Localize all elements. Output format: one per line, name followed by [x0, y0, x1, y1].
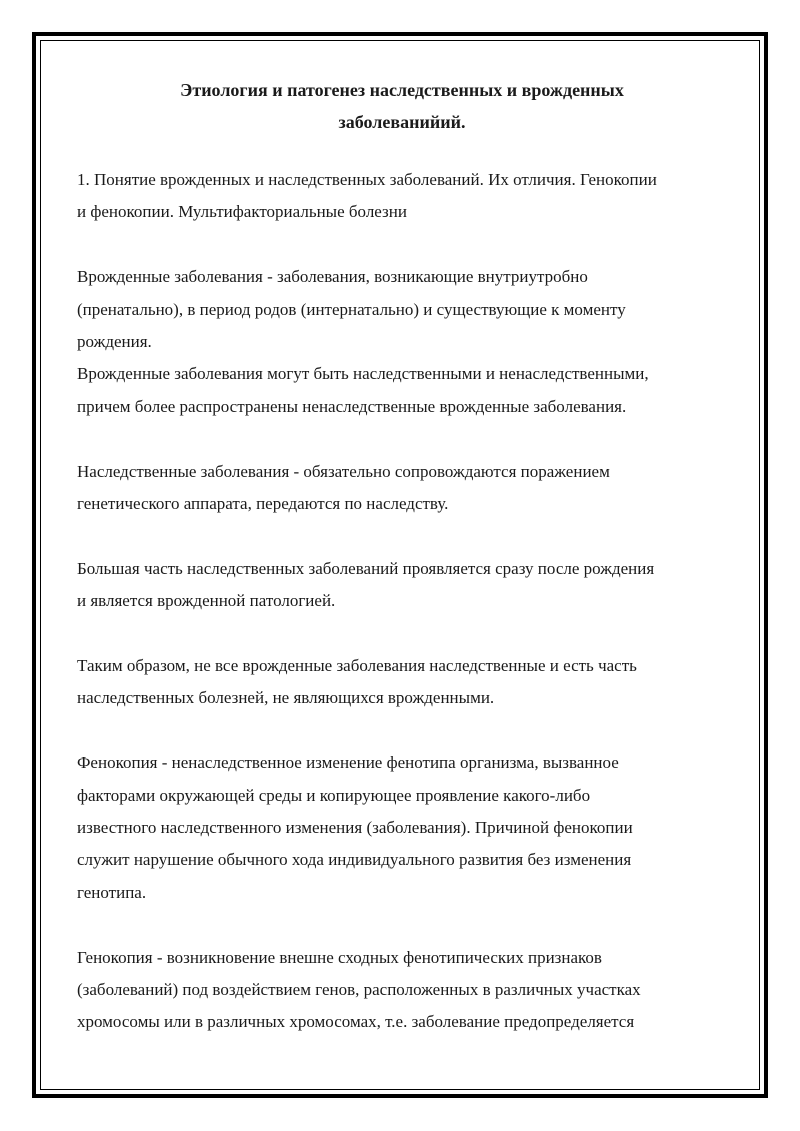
paragraph-genocopy: [77, 942, 727, 1039]
text-line: Таким образом, не все врожденные заболевания наследственные и есть часть: [77, 656, 637, 676]
text-line: (заболеваний) под воздействием генов, расположенных в различных участках: [77, 980, 641, 1000]
paragraph-phenocopy: [77, 747, 727, 909]
paragraph-gap: [77, 520, 727, 552]
text-line: генетического аппарата, передаются по наследству.: [77, 494, 449, 514]
paragraph-congenital-definition: [77, 261, 727, 358]
paragraph-gap: [77, 229, 727, 261]
paragraph-gap: [77, 909, 727, 941]
paragraph-gap: [77, 618, 727, 650]
text-line: Большая часть наследственных заболеваний проявляется сразу после рождения: [77, 558, 655, 578]
text-line: генотипа.: [77, 882, 147, 902]
paragraph-gap: [77, 423, 727, 455]
text-line: хромосомы или в различных хромосомах, т.е. заболевание предопределяется: [77, 1012, 635, 1032]
text-line: Фенокопия - ненаследственное изменение фенотипа организма, вызванное: [77, 753, 619, 773]
paragraph-gap: [77, 715, 727, 747]
document-title: [77, 74, 727, 138]
text-line: и фенокопии. Мультифакториальные болезни: [77, 202, 407, 222]
title-line: Этиология и патогенез наследственных и врожденных: [180, 80, 624, 100]
document-body: [77, 74, 727, 1039]
paragraph-congenital-types: [77, 358, 727, 423]
text-line: 1. Понятие врожденных и наследственных заболеваний. Их отличия. Генокопии: [77, 170, 657, 189]
paragraph-hereditary-definition: [77, 456, 727, 521]
text-line: и является врожденной патологией.: [77, 591, 336, 611]
paragraph-hereditary-manifestation: [77, 553, 727, 618]
text-line: Врожденные заболевания - заболевания, возникающие внутриутробно: [77, 267, 588, 287]
title-line: заболеванийий.: [338, 112, 466, 132]
paragraph-conclusion: [77, 650, 727, 715]
section-question: [77, 164, 727, 229]
text-line: известного наследственного изменения (заболевания). Причиной фенокопии: [77, 818, 633, 838]
text-line: рождения.: [77, 332, 152, 352]
text-line: Генокопия - возникновение внешне сходных фенотипических признаков: [77, 947, 602, 967]
text-line: наследственных болезней, не являющихся врожденными.: [77, 688, 495, 708]
text-line: факторами окружающей среды и копирующее проявление какого-либо: [77, 785, 591, 805]
text-line: (пренатально), в период родов (интернатально) и существующие к моменту: [77, 299, 626, 319]
text-line: служит нарушение обычного хода индивидуального развития без изменения: [77, 850, 632, 870]
text-line: Наследственные заболевания - обязательно сопровождаются поражением: [77, 461, 610, 481]
text-line: причем более распространены ненаследственные врожденные заболевания.: [77, 396, 627, 416]
text-line: Врожденные заболевания могут быть наследственными и ненаследственными,: [77, 364, 649, 384]
